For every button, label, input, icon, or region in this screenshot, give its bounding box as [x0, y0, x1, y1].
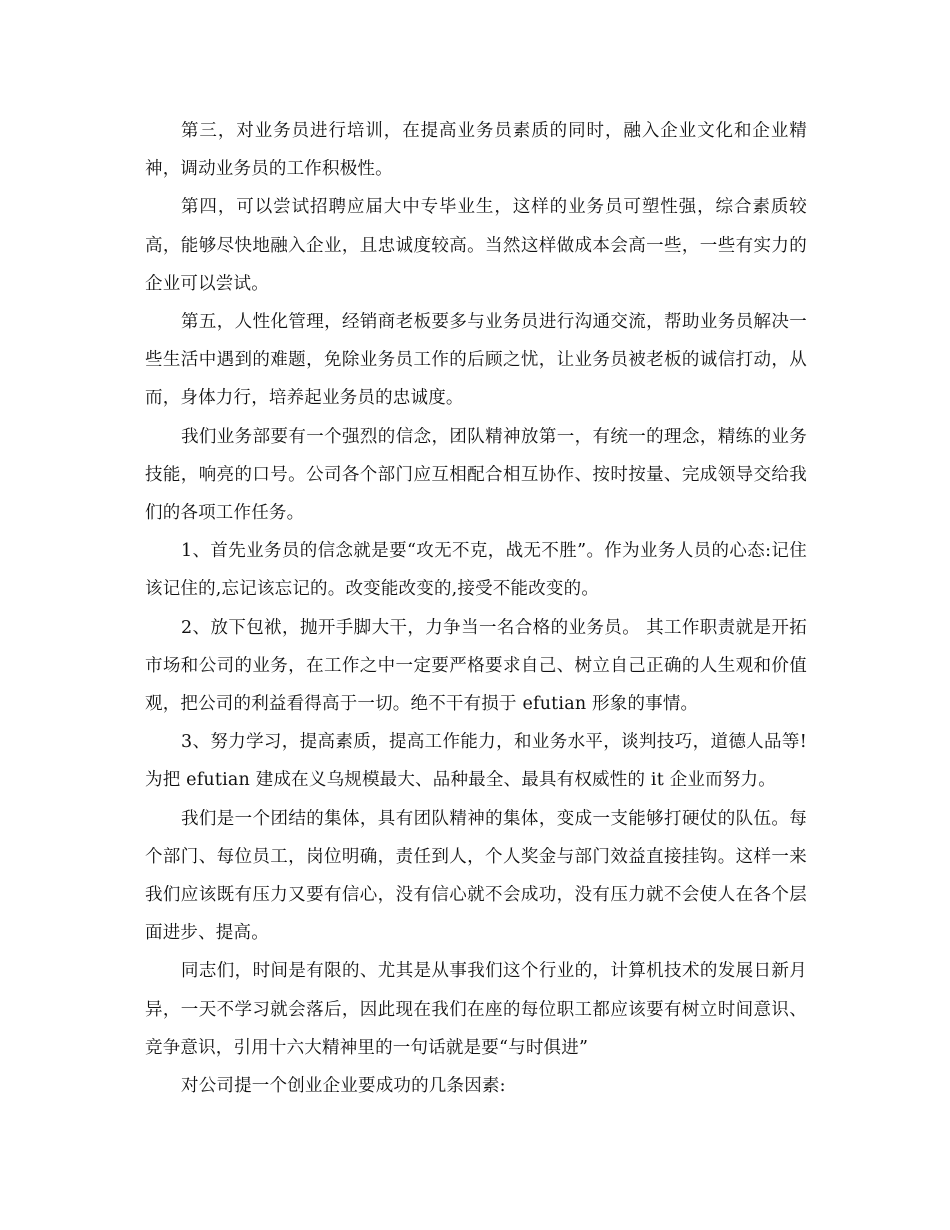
paragraph-team-unity: 我们是一个团结的集体，具有团队精神的集体，变成一支能够打硬仗的队伍。每个部门、每位员工，岗位明确，责任到人，个人奖金与部门效益直接挂钩。这样一来我们应该既有压力又要有信心，没有信心就不会成功，没有压力就不会使人在各个层面进步、提高。 — [145, 808, 807, 944]
paragraph-business-belief: 我们业务部要有一个强烈的信念，团队精神放第一，有统一的理念，精练的业务技能，响亮的口号。公司各个部门应互相配合相互协作、按时按量、完成领导交给我们的各项工作任务。 — [145, 426, 807, 524]
document-body — [145, 112, 807, 1105]
paragraph-item-1: 1、首先业务员的信念就是要“攻无不克，战无不胜”。作为业务人员的心态:记住该记住的,忘记该忘记的。改变能改变的,接受不能改变的。 — [145, 541, 807, 600]
paragraph-recruit-graduates: 第四，可以尝试招聘应届大中专毕业生，这样的业务员可塑性强，综合素质较高，能够尽快地融入企业，且忠诚度较高。当然这样做成本会高一些，一些有实力的企业可以尝试。 — [145, 197, 807, 294]
paragraph-item-3: 3、努力学习，提高素质，提高工作能力，和业务水平，谈判技巧，道德人品等!为把 efutian 建成在义乌规模最大、品种最全、最具有权威性的 it 企业而努力。 — [145, 732, 807, 791]
paragraph-item-2: 2、放下包袱，抛开手脚大干，力争当一名合格的业务员。 其工作职责就是开拓市场和公司的业务，在工作之中一定要严格要求自己、树立自己正确的人生观和价值观，把公司的利益看得高于一切。绝不干有损于 efutian 形象的事情。 — [145, 617, 807, 715]
paragraph-success-factors: 对公司提一个创业企业要成功的几条因素: — [181, 1076, 506, 1097]
paragraph-keep-pace: 同志们，时间是有限的、尤其是从事我们这个行业的，计算机技术的发展日新月异，一天不学习就会落后，因此现在我们在座的每位职工都应该要有树立时间意识、竞争意识，引用十六大精神里的一句话就是要“与时俱进” — [145, 961, 807, 1058]
paragraph-humanized-management: 第五，人性化管理，经销商老板要多与业务员进行沟通交流，帮助业务员解决一些生活中遇到的难题，免除业务员工作的后顾之忧，让业务员被老板的诚信打动，从而，身体力行，培养起业务员的忠诚度。 — [145, 312, 807, 409]
paragraph-training: 第三，对业务员进行培训，在提高业务员素质的同时，融入企业文化和企业精神，调动业务员的工作积极性。 — [145, 121, 807, 180]
